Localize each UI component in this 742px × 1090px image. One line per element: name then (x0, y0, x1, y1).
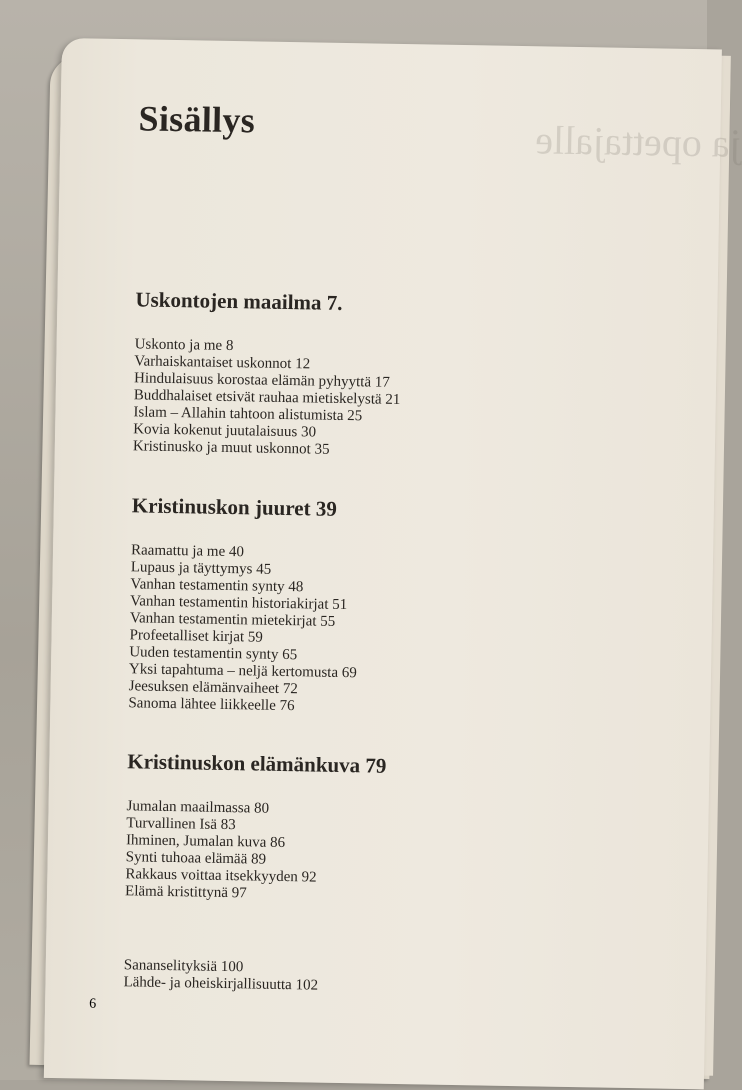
section-heading: Kristinuskon juuret 39 (131, 493, 338, 521)
toc-section-1 (133, 287, 403, 460)
toc-entry: Rakkaus voittaa itsekkyyden 92 (125, 866, 317, 886)
toc-entry: Kovia kokenut juutalaisuus 30 (133, 421, 317, 441)
entry-list (128, 542, 359, 716)
entry-list (133, 336, 402, 460)
bleed-through-text: ja opettajalle (534, 117, 741, 166)
toc-entry: Varhaiskantaiset uskonnot 12 (134, 353, 311, 373)
toc-entry: Uuden testamentin synty 65 (129, 644, 298, 664)
page-title: Sisällys (138, 98, 256, 141)
section-heading: Kristinuskon elämänkuva 79 (127, 749, 387, 778)
toc-entry: Hindulaisuus korostaa elämän pyhyyttä 17 (133, 370, 390, 391)
page-number: 6 (89, 996, 97, 1012)
toc-entry: Lupaus ja täyttymys 45 (130, 559, 272, 578)
toc-entry: Islam – Allahin tahtoon alistumista 25 (133, 404, 363, 425)
appendix-list (123, 957, 318, 994)
toc-entry: Buddhalaiset etsivät rauhaa mietiskelystä 21 (133, 387, 401, 408)
toc-entry: Jumalan maailmassa 80 (126, 798, 270, 817)
toc-section-2 (128, 493, 360, 716)
toc-entry: Vanhan testamentin historiakirjat 51 (130, 593, 348, 614)
toc-entry: Yksi tapahtuma – neljä kertomusta 69 (128, 661, 357, 682)
toc-entry: Kristinusko ja muut uskonnot 35 (132, 438, 330, 458)
toc-entry: Synti tuhoaa elämää 89 (125, 849, 267, 868)
toc-entry: Uskonto ja me 8 (134, 336, 234, 355)
toc-entry: Sananselityksiä 100 (123, 957, 244, 976)
toc-entry: Jeesuksen elämänvaiheet 72 (128, 678, 298, 698)
toc-entry: Vanhan testamentin synty 48 (130, 576, 304, 596)
toc-appendix (123, 957, 318, 994)
toc-section-3 (125, 749, 387, 904)
toc-entry: Profeetalliset kirjat 59 (129, 627, 264, 646)
section-heading: Uskontojen maailma 7. (135, 287, 343, 315)
toc-entry: Elämä kristittynä 97 (124, 883, 247, 902)
book-page (44, 38, 741, 1089)
toc-entry: Raamattu ja me 40 (130, 542, 245, 561)
toc-entry: Vanhan testamentin mietekirjat 55 (129, 610, 336, 630)
toc-entry: Lähde- ja oheiskirjallisuutta 102 (123, 974, 319, 994)
toc-entry: Ihminen, Jumalan kuva 86 (125, 832, 286, 852)
table-of-contents (123, 97, 699, 994)
toc-entry: Sanoma lähtee liikkeelle 76 (128, 695, 295, 715)
toc-entry: Turvallinen Isä 83 (126, 815, 236, 834)
entry-list (125, 798, 386, 905)
